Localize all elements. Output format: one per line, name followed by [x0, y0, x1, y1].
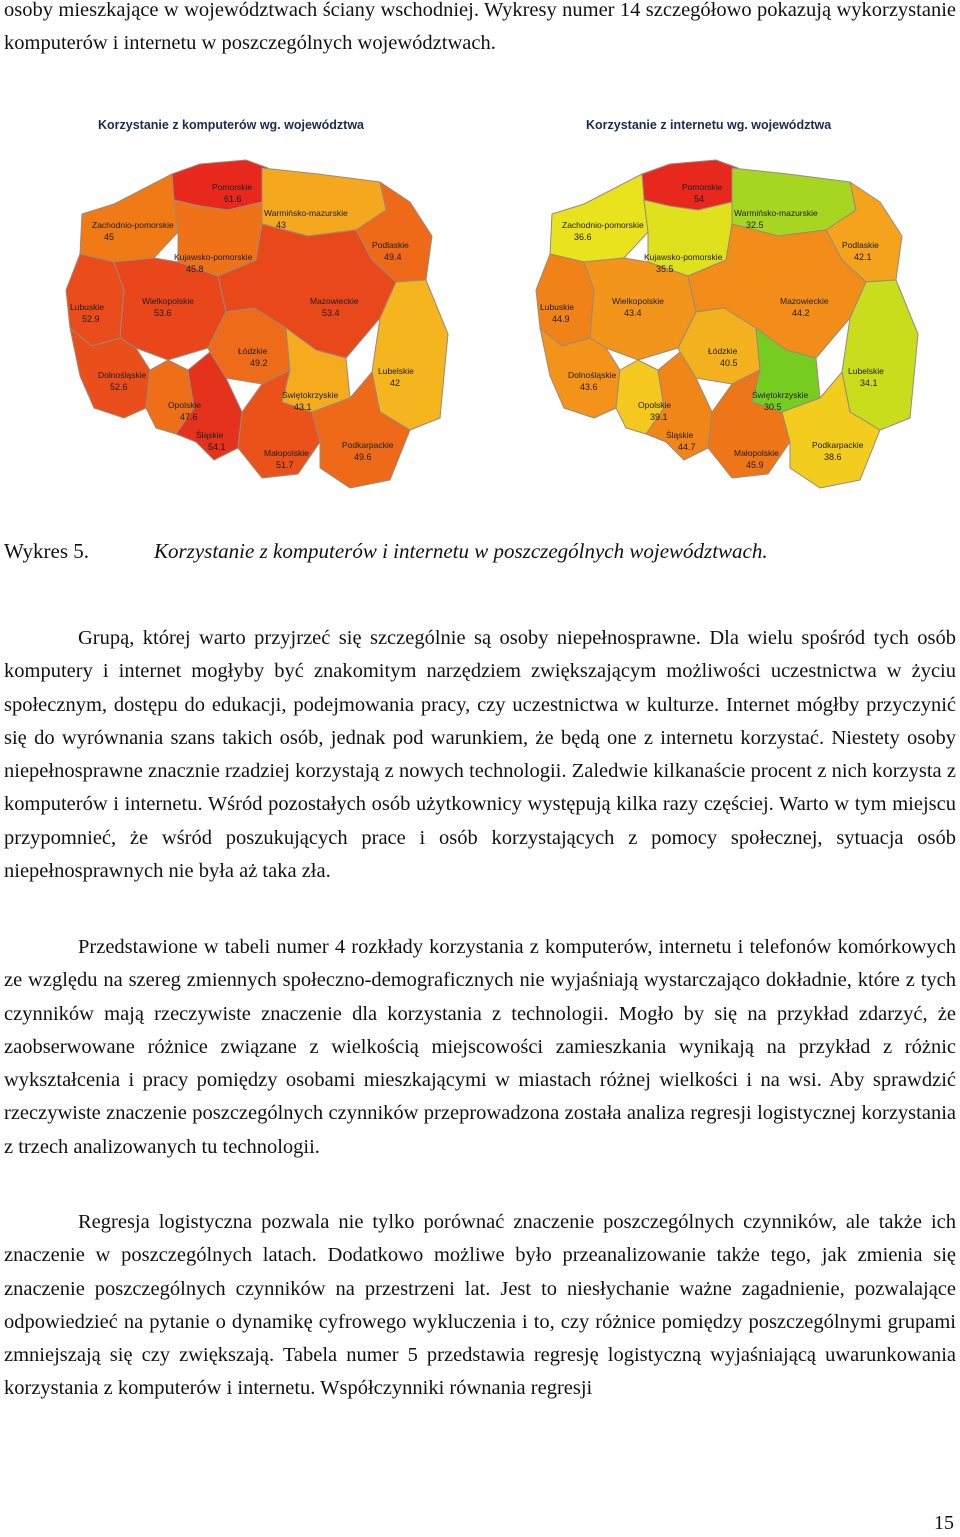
- region-value-15: 38.6: [824, 452, 842, 462]
- region-value-0: 54: [694, 194, 705, 204]
- region-value-6: 43.4: [624, 308, 642, 318]
- figure-caption-label: Wykres 5.: [4, 539, 90, 563]
- region-value-13: 54.1: [208, 442, 226, 452]
- map-internet-title: Korzystanie z internetu wg. województwa: [586, 118, 832, 132]
- paragraph-3: [4, 1206, 956, 1406]
- region-label-14: Małopolskie: [734, 448, 779, 458]
- region-value-7: 53.4: [322, 308, 340, 318]
- region-label-15: Podkarpackie: [342, 440, 394, 450]
- region-value-2: 32.5: [746, 220, 764, 230]
- region-value-9: 52.6: [110, 382, 128, 392]
- region-label-0: Pomorskie: [212, 182, 253, 192]
- region-label-6: Wielkopolskie: [612, 296, 664, 306]
- map-internet-svg: [520, 112, 960, 517]
- paragraph-2-text: Przedstawione w tabeli numer 4 rozkłady korzystania z komputerów, internetu i telefonów komórkowych ze względu na szereg zmiennych społeczno-demograficznych nie wyjaśniają wystarczająco dokładnie, które z tych czynników mają rzeczywiste znaczenie dla korzystania z technologii. Mogło by się na przykład zdarzyć, że zaobserwowane różnice związane z wielkością miejscowości zamieszkania wynikają na przykład z różnic wykształcenia i pracy pomiędzy osobami mieszkającymi w miastach różnej wielkości i na wsi. Aby sprawdzić rzeczywiste znaczenie poszczególnych czynników przeprowadzona została analiza regresji logistycznej korzystania z trzech analizowanych tu technologii.: [4, 936, 956, 1158]
- paragraph-2: [4, 931, 956, 1164]
- region-value-13: 44.7: [678, 442, 696, 452]
- paragraph-1: [4, 622, 956, 888]
- region-label-5: Lubuskie: [540, 302, 575, 312]
- region-value-4: 42.1: [854, 252, 872, 262]
- region-label-4: Podlaskie: [842, 240, 879, 250]
- region-value-15: 49.6: [354, 452, 372, 462]
- paragraph-intro: osoby mieszkające w województwach ściany wschodniej. Wykresy numer 14 szczegółowo pokazują wykorzystanie komputerów i internetu w poszczególnych województwach.: [4, 0, 956, 55]
- region-value-5: 52.9: [82, 314, 100, 324]
- paragraph-1-text: Grupą, której warto przyjrzeć się szczególnie są osoby niepełnosprawne. Dla wielu spośród tych osób komputery i internet mogłyby być znakomitym narzędziem zwiększającym możliwości uczestnictwa w życiu społecznym, dostępu do edukacji, podejmowania pracy, czy uczestnictwa w kulturze. Internet mógłby przyczynić się do wyrównania szans takich osób, jednak pod warunkiem, że będą one z internetu korzystać. Niestety osoby niepełnosprawne znacznie rzadziej korzystają z nowych technologii. Zaledwie kilkanaście procent z nich korzysta z komputerów i internetu. Wśród pozostałych osób użytkownicy występują kilka razy częściej. Warto w tym miejscu przypomnieć, że wśród poszukujących prace i osób korzystających z pomocy społecznej, sytuacja osób niepełnosprawnych nie była aż taka zła.: [4, 627, 956, 883]
- region-value-3: 45.8: [186, 264, 204, 274]
- region-value-12: 47.6: [180, 412, 198, 422]
- region-value-4: 49.4: [384, 252, 402, 262]
- paragraph-3-text: Regresja logistyczna pozwala nie tylko porównać znaczenie poszczególnych czynników, ale także ich znaczenie w poszczególnych latach. Dodatkowo możliwe było przeanalizowanie także tego, jak zmienia się znaczenie poszczególnych czynników na przestrzeni lat. Jest to niesłychanie ważne zagadnienie, pozwalające odpowiedzieć na pytanie o dynamikę cyfrowego wykluczenia i to, czy różnice pomiędzy poszczególnymi grupami zmniejszają się czy zwiększają. Tabela numer 5 przedstawia regresję logistyczną wyjaśniającą uwarunkowania korzystania z komputerów i internetu. Współczynniki równania regresji: [4, 1211, 956, 1400]
- region-value-0: 61.6: [224, 194, 242, 204]
- region-1: [80, 174, 178, 262]
- region-label-8: Łódzkie: [238, 346, 268, 356]
- region-label-5: Lubuskie: [70, 302, 105, 312]
- region-value-14: 45.9: [746, 460, 764, 470]
- region-label-10: Lubelskie: [378, 366, 414, 376]
- region-value-3: 35.5: [656, 264, 674, 274]
- region-label-10: Lubelskie: [848, 366, 884, 376]
- region-label-8: Łódzkie: [708, 346, 738, 356]
- region-label-13: Śląskie: [196, 430, 224, 440]
- region-1: [550, 174, 648, 262]
- region-label-12: Opolskie: [638, 400, 672, 410]
- region-value-10: 34.1: [860, 378, 878, 388]
- region-label-11: Świętokrzyskie: [282, 390, 339, 400]
- region-label-1: Zachodnio-pomorskie: [92, 220, 174, 230]
- region-value-1: 45: [104, 232, 115, 242]
- region-value-1: 36.6: [574, 232, 592, 242]
- region-value-8: 49.2: [250, 358, 268, 368]
- figure-caption-text: Korzystanie z komputerów i internetu w poszczególnych województwach.: [154, 539, 768, 563]
- region-label-2: Warmińsko-mazurskie: [264, 208, 348, 218]
- map-internet: [520, 112, 960, 517]
- region-label-7: Mazowieckie: [310, 296, 359, 306]
- map-computers-title: Korzystanie z komputerów wg. województwa: [98, 118, 365, 132]
- region-value-14: 51.7: [276, 460, 294, 470]
- region-label-6: Wielkopolskie: [142, 296, 194, 306]
- region-label-11: Świętokrzyskie: [752, 390, 809, 400]
- map-computers: [50, 112, 490, 517]
- map-computers-svg: [50, 112, 490, 517]
- region-value-2: 43: [276, 220, 287, 230]
- region-value-7: 44.2: [792, 308, 810, 318]
- page-number: 15: [934, 1512, 954, 1534]
- region-value-12: 39.1: [650, 412, 668, 422]
- region-value-11: 30.5: [764, 402, 782, 412]
- region-value-8: 40.5: [720, 358, 738, 368]
- region-label-9: Dolnośląskie: [568, 370, 617, 380]
- region-label-14: Małopolskie: [264, 448, 309, 458]
- region-value-9: 43.6: [580, 382, 598, 392]
- region-label-3: Kujawsko-pomorskie: [644, 252, 723, 262]
- region-label-1: Zachodnio-pomorskie: [562, 220, 644, 230]
- region-label-15: Podkarpackie: [812, 440, 864, 450]
- region-label-0: Pomorskie: [682, 182, 723, 192]
- region-label-2: Warmińsko-mazurskie: [734, 208, 818, 218]
- region-label-4: Podlaskie: [372, 240, 409, 250]
- region-label-7: Mazowieckie: [780, 296, 829, 306]
- region-label-3: Kujawsko-pomorskie: [174, 252, 253, 262]
- region-value-10: 42: [390, 378, 401, 388]
- region-value-6: 53.6: [154, 308, 172, 318]
- region-value-5: 44.9: [552, 314, 570, 324]
- region-value-11: 43.1: [294, 402, 312, 412]
- region-label-13: Śląskie: [666, 430, 694, 440]
- region-label-9: Dolnośląskie: [98, 370, 147, 380]
- region-label-12: Opolskie: [168, 400, 202, 410]
